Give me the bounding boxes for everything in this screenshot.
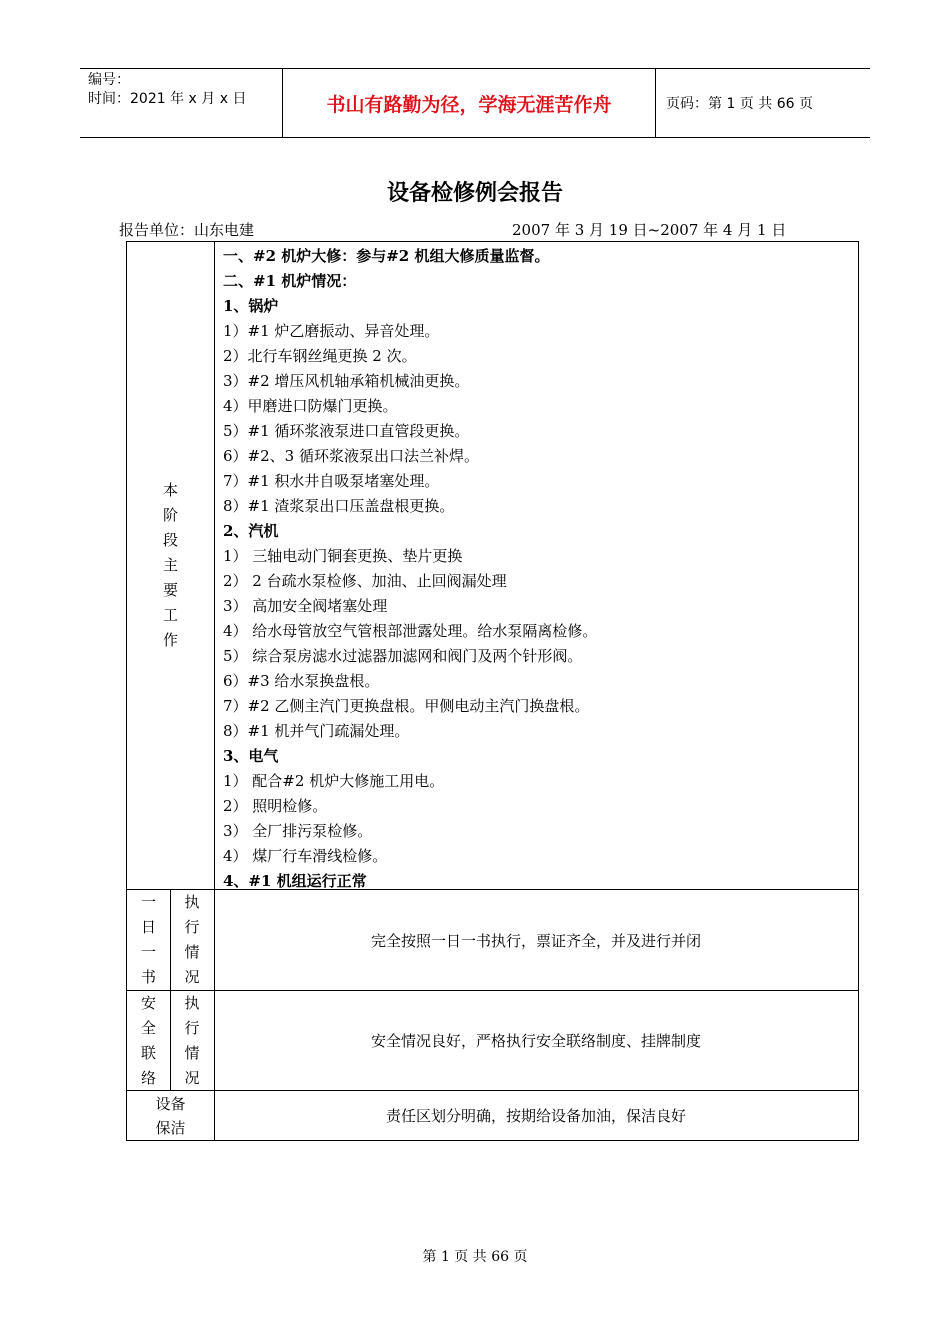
- daily-ticket-label-char: 书: [140, 968, 156, 986]
- safety-liaison-sublabel-char: 执: [184, 993, 200, 1012]
- safety-liaison-sublabel: [170, 991, 214, 1090]
- main-work-content: [223, 244, 852, 894]
- work-item: 4） 给水母管放空气管根部泄露处理。给水泵隔离检修。: [223, 622, 598, 640]
- safety-liaison-sublabel-char: 况: [184, 1068, 200, 1087]
- main-work-label-char: 本: [162, 481, 178, 499]
- daily-ticket-sublabel-char: 情: [184, 943, 200, 961]
- equipment-cleaning-text: 责任区划分明确，按期给设备加油，保洁良好: [385, 1107, 686, 1125]
- work-item: 2） 2 台疏水泵检修、加油、止回阀漏处理: [223, 572, 507, 590]
- work-section-heading: 二、#1 机炉情况：: [223, 272, 357, 290]
- header-number: 编号：: [88, 72, 130, 88]
- safety-liaison-label: [127, 991, 170, 1090]
- safety-liaison-text: 安全情况良好，严格执行安全联络制度、挂牌制度: [370, 1032, 701, 1050]
- daily-ticket-label-char: 一: [140, 893, 156, 911]
- work-item: 6）#3 给水泵换盘根。: [223, 672, 380, 690]
- work-item: 3）#2 增压风机轴承箱机械油更换。: [223, 372, 470, 390]
- page-footer: 第 1 页 共 66 页: [422, 1249, 528, 1265]
- work-section-heading: 一、#2 机炉大修：参与#2 机组大修质量监督。: [223, 247, 550, 265]
- daily-ticket-label-char: 日: [140, 918, 156, 936]
- work-item: 5） 综合泵房滤水过滤器加滤网和阀门及两个针形阀。: [223, 647, 583, 665]
- work-item: 4） 煤厂行车滑线检修。: [223, 847, 388, 865]
- work-item: 3） 高加安全阀堵塞处理: [223, 597, 388, 615]
- report-period: 2007 年 3 月 19 日~2007 年 4 月 1 日: [512, 221, 787, 239]
- work-item: 7）#2 乙侧主汽门更换盘根。甲侧电动主汽门换盘根。: [223, 697, 590, 715]
- daily-ticket-sublabel: [170, 890, 214, 990]
- safety-liaison-sublabel-char: 行: [184, 1018, 200, 1037]
- work-item: 7）#1 积水井自吸泵堵塞处理。: [223, 472, 440, 490]
- column-divider: [214, 242, 215, 889]
- work-item: 8）#1 机并气门疏漏处理。: [223, 722, 410, 740]
- work-item: 2）北行车钢丝绳更换 2 次。: [223, 347, 417, 365]
- equipment-cleaning-label-line2: 保洁: [155, 1118, 186, 1137]
- safety-liaison-label-char: 络: [140, 1068, 156, 1087]
- safety-liaison-sublabel-char: 情: [184, 1043, 200, 1062]
- daily-ticket-sublabel-char: 况: [184, 968, 200, 986]
- header-info: [80, 69, 282, 137]
- equipment-cleaning-label: [127, 1091, 214, 1140]
- main-work-section: [126, 241, 859, 890]
- work-item: 2） 照明检修。: [223, 797, 328, 815]
- work-section-heading: 1、锅炉: [223, 297, 279, 315]
- main-work-label: [127, 242, 214, 889]
- main-work-label-char: 作: [162, 631, 178, 649]
- page-header: [80, 68, 870, 138]
- safety-liaison-label-char: 联: [140, 1043, 156, 1062]
- daily-ticket-row: [126, 889, 859, 991]
- main-work-label-char: 工: [162, 606, 178, 624]
- work-item: 5）#1 循环浆液泵进口直管段更换。: [223, 422, 470, 440]
- safety-liaison-label-char: 安: [140, 993, 156, 1012]
- equipment-cleaning-row: [126, 1090, 859, 1141]
- daily-ticket-sublabel-char: 执: [184, 893, 200, 911]
- work-section-heading: 4、#1 机组运行正常: [223, 872, 367, 890]
- work-item: 6）#2、3 循环浆液泵出口法兰补焊。: [223, 447, 479, 465]
- main-work-label-char: 阶: [162, 506, 178, 524]
- work-item: 4）甲磨进口防爆门更换。: [223, 397, 398, 415]
- daily-ticket-text: 完全按照一日一书执行，票证齐全，并及进行并闭: [370, 931, 701, 950]
- report-unit: 报告单位：山东电建: [119, 221, 255, 239]
- work-item: 1）#1 炉乙磨振动、异音处理。: [223, 322, 440, 340]
- work-item: 8）#1 渣浆泵出口压盖盘根更换。: [223, 497, 455, 515]
- main-work-label-char: 主: [162, 556, 178, 574]
- daily-ticket-label: [127, 890, 170, 990]
- daily-ticket-sublabel-char: 行: [184, 918, 200, 936]
- work-item: 1） 三轴电动门铜套更换、垫片更换: [223, 547, 463, 565]
- work-section-heading: 3、电气: [223, 747, 279, 765]
- main-work-label-char: 段: [162, 531, 178, 549]
- work-section-heading: 2、汽机: [223, 522, 279, 540]
- header-time: 时间：2021 年 x 月 x 日: [88, 91, 247, 107]
- document-title: 设备检修例会报告: [386, 181, 563, 206]
- header-motto: 书山有路勤为径，学海无涯苦作舟: [282, 69, 656, 137]
- header-page-number: 页码：第 1 页 共 66 页: [666, 96, 813, 112]
- work-item: 3） 全厂排污泵检修。: [223, 822, 373, 840]
- equipment-cleaning-label-line1: 设备: [155, 1094, 186, 1113]
- daily-ticket-label-char: 一: [140, 943, 156, 961]
- safety-liaison-row: [126, 990, 859, 1091]
- work-item: 1） 配合#2 机炉大修施工用电。: [223, 772, 445, 790]
- safety-liaison-label-char: 全: [140, 1018, 156, 1037]
- main-work-label-char: 要: [162, 581, 178, 599]
